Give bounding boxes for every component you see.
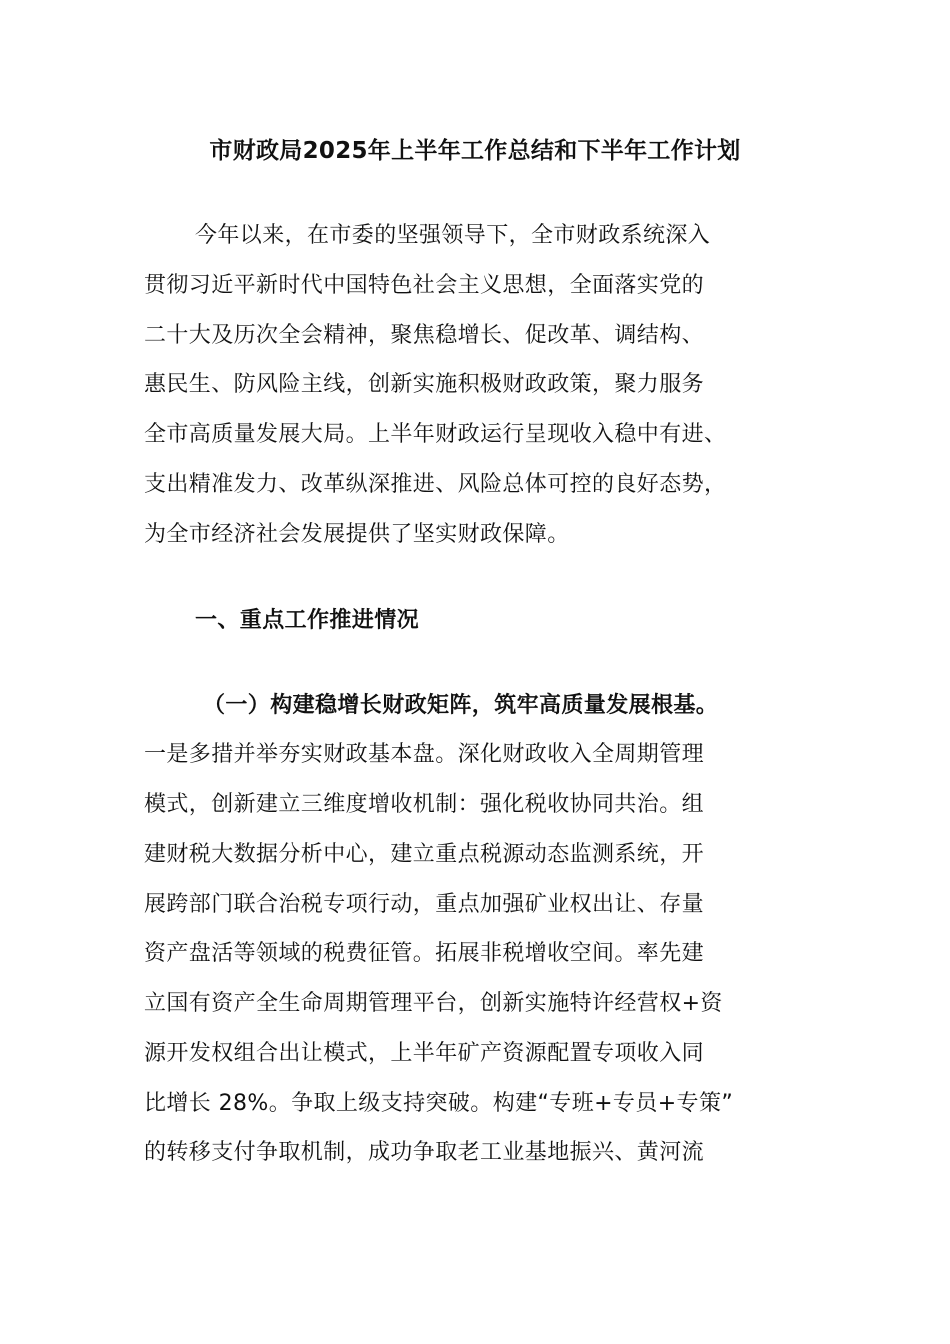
body-line: 一是多措并举夯实财政基本盘。深化财政收入全周期管理 [144,742,705,767]
intro-line: 为全市经济社会发展提供了坚实财政保障。 [144,522,570,547]
body-line: 资产盘活等领域的税费征管。拓展非税增收空间。率先建 [144,941,705,966]
intro-line: 惠民生、防风险主线，创新实施积极财政政策，聚力服务 [144,372,705,397]
body-line: 展跨部门联合治税专项行动，重点加强矿业权出让、存量 [144,892,705,917]
intro-line: 贯彻习近平新时代中国特色社会主义思想，全面落实党的 [144,273,705,298]
intro-line: 今年以来，在市委的坚强领导下，全市财政系统深入 [195,223,711,248]
document-title: 市财政局2025年上半年工作总结和下半年工作计划 [209,138,741,164]
body-line: 比增长 28%。争取上级支持突破。构建“专班+专员+专策” [144,1091,734,1116]
intro-line: 支出精准发力、改革纵深推进、风险总体可控的良好态势， [144,472,727,497]
intro-line: 全市高质量发展大局。上半年财政运行呈现收入稳中有进、 [144,422,727,447]
subsection-heading: （一）构建稳增长财政矩阵，筑牢高质量发展根基。 [203,693,719,718]
intro-line: 二十大及历次全会精神，聚焦稳增长、促改革、调结构、 [144,323,705,348]
section-heading: 一、重点工作推进情况 [195,608,420,633]
body-line: 源开发权组合出让模式，上半年矿产资源配置专项收入同 [144,1041,705,1066]
body-line: 建财税大数据分析中心，建立重点税源动态监测系统，开 [144,842,705,867]
body-line: 的转移支付争取机制，成功争取老工业基地振兴、黄河流 [144,1140,705,1165]
body-line: 模式，创新建立三维度增收机制：强化税收协同共治。组 [144,792,705,817]
body-line: 立国有资产全生命周期管理平台，创新实施特许经营权+资 [144,991,723,1016]
